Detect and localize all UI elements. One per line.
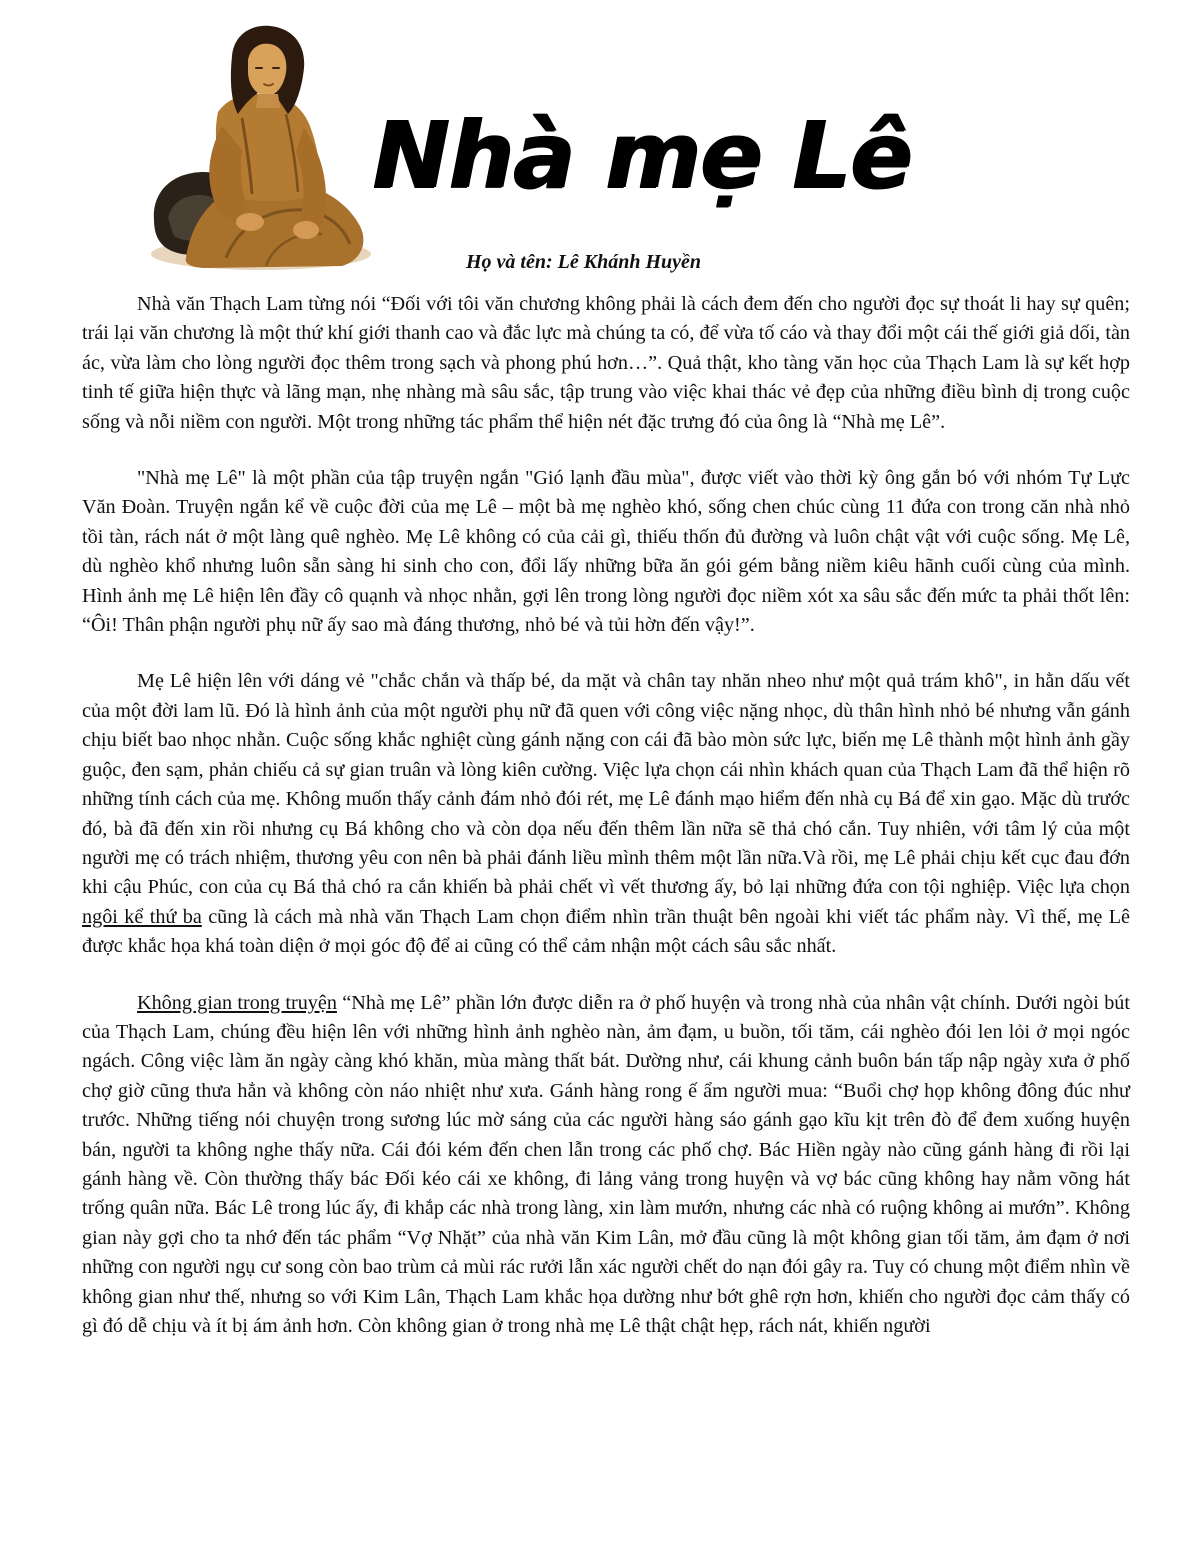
paragraph-2: "Nhà mẹ Lê" là một phần của tập truyện ngắn "Gió lạnh đầu mùa", được viết vào thời kỳ ông gắn bó với nhóm Tự Lực Văn Đoàn. Truyện ngắn kể về cuộc đời của mẹ Lê – một bà mẹ nghèo khó, sống chen chúc cùng 11 đứa con trong căn nhà nhỏ tồi tàn, rách nát ở một làng quê nghèo. Mẹ Lê không có của cải gì, thiếu thốn đủ đường và luôn chật vật với cuộc sống. Mẹ Lê, dù nghèo khổ nhưng luôn sẵn sàng hi sinh cho con, đổi lấy những bữa ăn gói gém bằng niềm kiêu hãnh cuối cùng của mình. Hình ảnh mẹ Lê hiện lên đầy cô quạnh và nhọc nhằn, gợi lên trong lòng người đọc niềm xót xa sâu sắc đến mức ta phải thốt lên: “Ôi! Thân phận người phụ nữ ấy sao mà đáng thương, nhỏ bé và tủi hờn đến vậy!”. [82,467,1130,637]
paragraph-3-text-end: cũng là cách mà nhà văn Thạch Lam chọn điểm nhìn trần thuật bên ngoài khi viết tác phẩm này. Vì thế, mẹ Lê được khắc họa khá toàn diện ở mọi góc độ để ai cũng có thể cảm nhận một cách sâu sắc nhất. [82,905,1130,958]
author-line: Họ và tên: Lê Khánh Huyền [466,251,702,273]
paragraph-1: Nhà văn Thạch Lam từng nói “Đối với tôi văn chương không phải là cách đem đến cho người đọc sự thoát li hay sự quên; trái lại văn chương là một thứ khí giới thanh cao và đắc lực mà chúng ta có, để vừa tố cáo và thay đổi một cái thế giới giả dối, tàn ác, vừa làm cho lòng người đọc thêm trong sạch và phong phú hơn…”. Quả thật, kho tàng văn học của Thạch Lam là sự kết hợp tinh tế giữa hiện thực và lãng mạn, nhẹ nhàng mà sâu sắc, tập trung vào việc khai thác vẻ đẹp của những điều bình dị trong cuộc sống và nỗi niềm con người. Một trong những tác phẩm thể hiện nét đặc trưng đó của ông là “Nhà mẹ Lê”. [82,293,1130,433]
paragraph-3-text-start: Mẹ Lê hiện lên với dáng vẻ "chắc chắn và thấp bé, da mặt và chân tay nhăn nheo như một quả trám khô", in hằn dấu vết của một đời lam lũ. Đó là hình ảnh của một người phụ nữ đã quen với công việc nặng nhọc, dù thân hình nhỏ bé nhưng vẫn gánh chịu biết bao nhọc nhằn. Cuộc sống khắc nghiệt cùng gánh nặng con cái đã bào mòn sức lực, biến mẹ Lê thành một hình ảnh gầy guộc, đen sạm, phản chiếu cả sự gian truân và lòng kiên cường. Việc lựa chọn cái nhìn khách quan của Thạch Lam đã thể hiện rõ những tính cách của mẹ. Không muốn thấy cảnh đám nhỏ đói rét, mẹ Lê đánh mạo hiểm đến nhà cụ Bá để xin gạo. Mặc dù trước đó, bà đã đến xin rồi nhưng cụ Bá không cho và còn dọa nếu đến thêm lần nữa sẽ thả chó cắn. Tuy nhiên, với tâm lý của một người mẹ có trách nhiệm, thương yêu con nên bà phải đánh liều mình thêm một lần nữa.Và rồi, mẹ Lê phải chịu kết cục đau đớn khi cậu Phúc, con của cụ Bá thả chó ra cắn khiến bà phải chết vì vết thương ấy, bỏ lại những đứa con tội nghiệp. Việc lựa chọn [82,670,1130,899]
woman-illustration [146,22,376,272]
paragraph-3 [82,667,1130,961]
document-title: Nhà mẹ Lê [372,102,911,209]
essay-body [82,290,1130,1368]
paragraph-4 [82,989,1130,1342]
underlined-phrase-space: Không gian trong truyện [137,991,337,1014]
underlined-phrase-narrator: ngôi kể thứ ba [82,905,202,928]
paragraph-4-text: “Nhà mẹ Lê” phần lớn được diễn ra ở phố huyện và trong nhà của nhân vật chính. Dưới ngòi bút của Thạch Lam, chúng đều hiện lên với những hình ảnh nghèo nàn, ảm đạm, u buồn, tối tăm, cái nghèo đói len lỏi ở mọi ngóc ngách. Công việc làm ăn ngày càng khó khăn, mùa màng thất bát. Dường như, cái khung cảnh buôn bán tấp nập ngày xưa ở phố chợ giờ cũng thưa hẳn và không còn náo nhiệt như xưa. Gánh hàng rong ế ẩm người mua: “Buổi chợ họp không đông đúc như trước. Những tiếng nói chuyện trong sương lúc mờ sáng của các người hàng sáo gánh gạo kĩu kịt trên đò để đem xuống huyện bán, người ta không nghe thấy nữa. Cái đói kém đến chen lẫn trong các phố chợ. Bác Hiền ngày nào cũng gánh hàng đi rồi lại gánh hàng về. Còn thường thấy bác Đối kéo cái xe không, đi lảng vảng trong huyện và vợ bác cũng không hay nằm võng hát trống quân nữa. Bác Lê trong lúc ấy, đi khắp các nhà trong làng, xin làm mướn, nhưng các nhà có ruộng không ai mướn”. Không gian này gợi cho ta nhớ đến tác phẩm “Vợ Nhặt” của nhà văn Kim Lân, mở đầu cũng là một không gian tối tăm, ảm đạm ở nơi những con người ngụ cư song còn bao trùm cả mùi rác rưởi lẫn xác người chết do nạn đói gây ra. Tuy có chung một điểm nhìn về không gian như thế, nhưng so với Kim Lân, Thạch Lam khắc họa dường như bớt ghê rợn hơn, khiến cho người đọc cảm thấy có gì đó dễ chịu và ít bị ám ảnh hơn. Còn không gian ở trong nhà mẹ Lê thật chật hẹp, rách nát, khiến người [82,991,1130,1337]
